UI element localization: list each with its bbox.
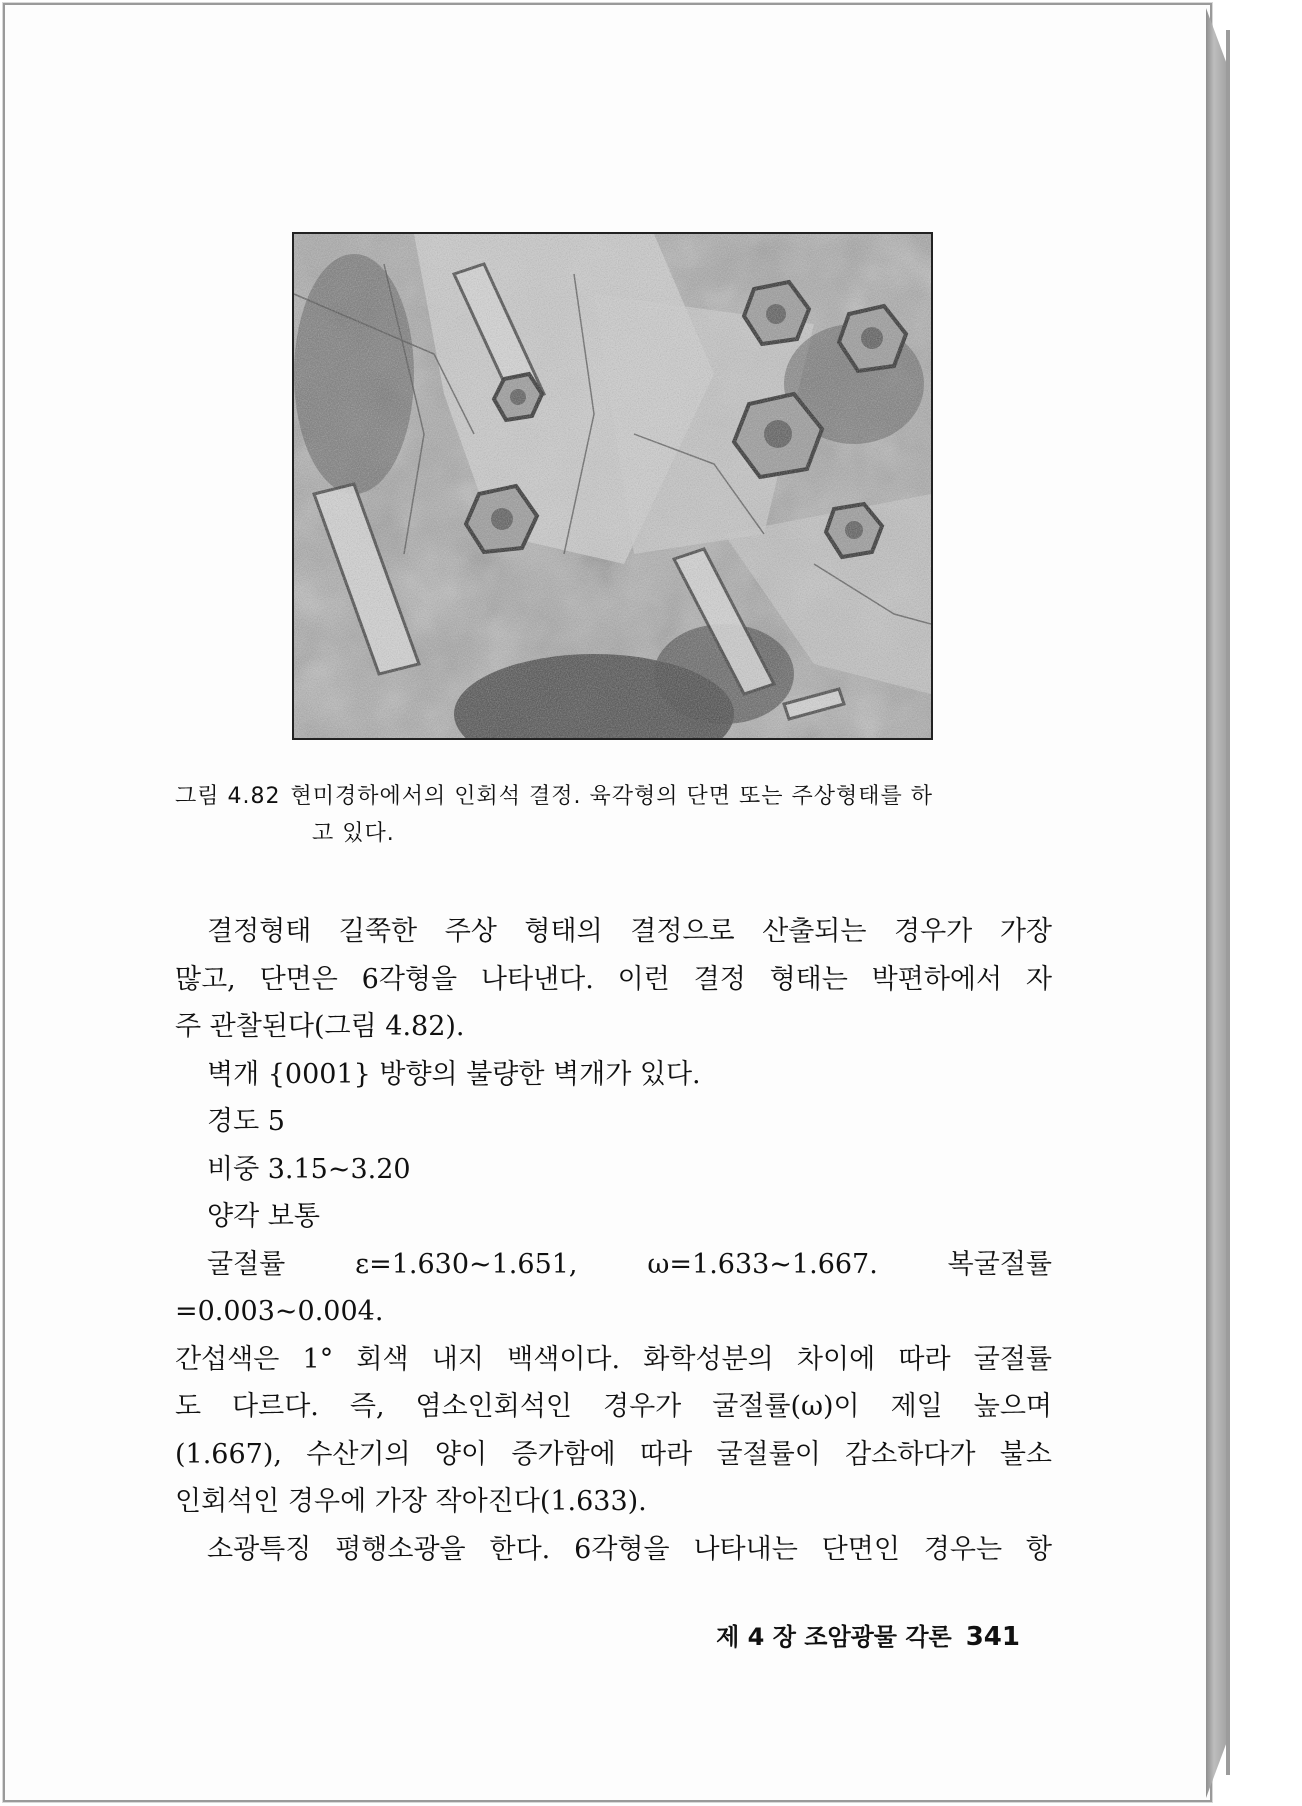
paragraph-crystal-form-line-2: 많고, 단면은 6각형을 나타낸다. 이런 결정 형태는 박편하에서 자 xyxy=(175,963,1052,995)
paragraph-specific-gravity: 비중 3.15~3.20 xyxy=(207,1153,411,1185)
paragraph-refractive-index-line-5: 인회석인 경우에 가장 작아진다(1.633). xyxy=(175,1486,647,1517)
paragraph-extinction: 소광특징 평행소광을 한다. 6각형을 나타내는 단면인 경우는 항 xyxy=(207,1533,1052,1565)
page-edge-shadow xyxy=(1206,8,1226,1798)
caption-line-2: 고 있다. xyxy=(312,821,395,846)
paragraph-refractive-index-line-1: 굴절률 ε=1.630~1.651, ω=1.633~1.667. 복굴절률=0.003~0.004. xyxy=(175,1248,1052,1327)
page-edge-line xyxy=(1226,30,1230,1775)
paragraph-refractive-index-line-2: 간섭색은 1° 회색 내지 백색이다. 화학성분의 차이에 따라 굴절률 xyxy=(175,1343,1052,1375)
paragraph-cleavage: 벽개 {0001} 방향의 불량한 벽개가 있다. xyxy=(207,1058,701,1090)
figure-caption xyxy=(175,778,1055,852)
micrograph-drawing xyxy=(294,234,931,738)
paragraph-crystal-form-line-3: 주 관찰된다(그림 4.82). xyxy=(175,1011,465,1042)
running-footer xyxy=(700,1617,1020,1652)
paragraph-refractive-index-line-4: (1.667), 수산기의 양이 증가함에 따라 굴절률이 감소하다가 불소 xyxy=(175,1438,1052,1470)
paragraph-relief: 양각 보통 xyxy=(207,1201,320,1232)
page-number: 341 xyxy=(965,1622,1020,1652)
caption-label: 그림 4.82 xyxy=(175,784,281,809)
chapter-title: 제 4 장 조암광물 각론 xyxy=(716,1623,952,1651)
paragraph-crystal-form-line-1: 결정형태 길쭉한 주상 형태의 결정으로 산출되는 경우가 가장 xyxy=(207,916,1052,947)
paragraph-hardness: 경도 5 xyxy=(207,1106,285,1137)
body-text xyxy=(175,908,1052,1573)
paragraph-refractive-index-line-3: 도 다르다. 즉, 염소인회석인 경우가 굴절률(ω)이 제일 높으며 xyxy=(175,1391,1052,1422)
micrograph-photo xyxy=(292,232,933,740)
caption-line-1: 현미경하에서의 인회석 결정. 육각형의 단면 또는 주상형태를 하 xyxy=(290,784,933,809)
